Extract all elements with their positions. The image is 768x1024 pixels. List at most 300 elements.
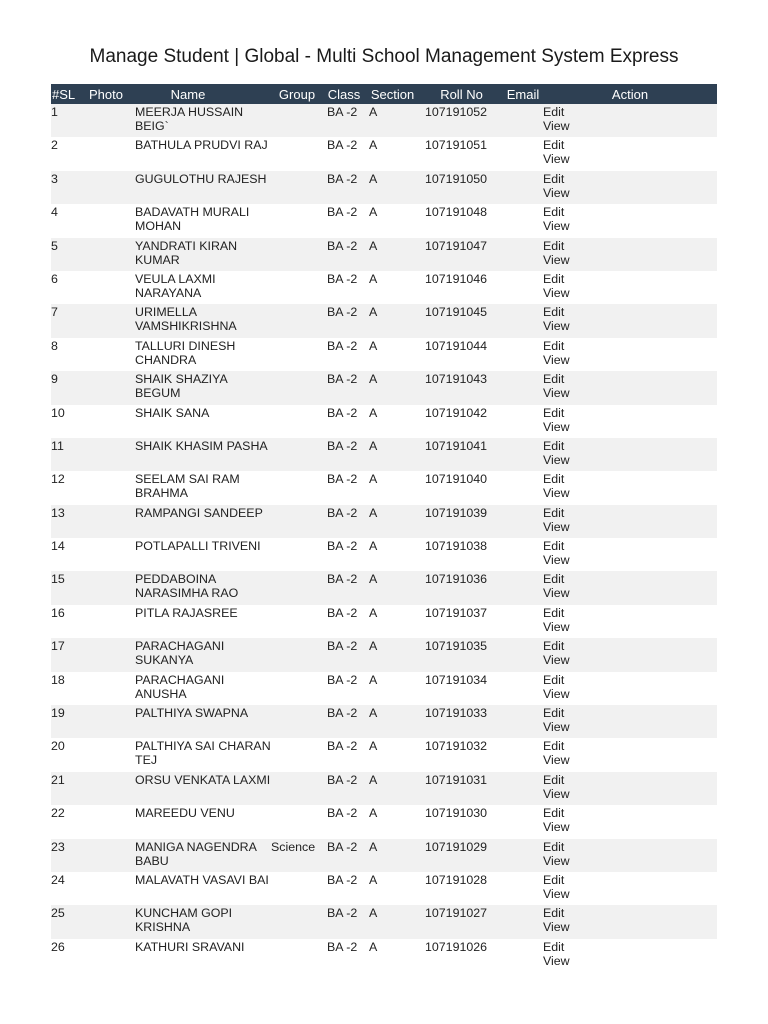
row-name: SEELAM SAI RAM BRAHMA [135,472,240,501]
row-class: BA -2 [327,372,358,387]
view-link[interactable]: View [543,252,570,267]
row-group [271,772,323,805]
row-email [503,405,543,438]
row-sl: 4 [51,205,58,220]
table-row [51,338,717,371]
row-sl: 1 [51,105,58,119]
row-action [543,338,717,371]
row-action [543,571,717,604]
row-name: PEDDABOINA NARASIMHA RAO [135,572,239,601]
row-action [543,872,717,905]
row-sl: 18 [51,672,65,687]
view-link[interactable]: View [543,753,570,768]
row-group [271,905,323,938]
header-name: Name [170,86,206,102]
row-sl: 6 [51,271,58,286]
row-section: A [369,706,378,721]
table-row [51,271,717,304]
table-row [51,238,717,271]
table-row [51,204,717,237]
row-email [503,705,543,738]
table-row [51,438,717,471]
row-roll-no: 107191039 [425,505,488,520]
row-roll-no: 107191045 [425,305,488,320]
edit-link[interactable]: Edit [543,472,565,487]
view-link[interactable]: View [543,152,570,167]
edit-link[interactable]: Edit [543,505,565,520]
row-sl: 15 [51,572,65,587]
row-group [271,571,323,604]
table-row [51,104,717,137]
row-name: RAMPANGI SANDEEP [135,505,263,520]
row-class: BA -2 [327,872,358,887]
row-roll-no: 107191050 [425,171,488,186]
view-link[interactable]: View [543,452,570,467]
edit-link[interactable]: Edit [543,906,565,921]
row-action [543,204,717,237]
row-name: VEULA LAXMI NARAYANA [135,271,216,300]
view-link[interactable]: View [543,720,570,735]
table-row [51,605,717,638]
row-photo [87,571,135,604]
row-photo [87,204,135,237]
row-class: BA -2 [327,405,358,420]
edit-link[interactable]: Edit [543,438,565,453]
row-action [543,271,717,304]
row-roll-no: 107191051 [425,138,488,153]
row-class: BA -2 [327,572,358,587]
header-section: Section [370,86,415,102]
row-roll-no: 107191048 [425,205,488,220]
edit-link[interactable]: Edit [543,238,565,253]
row-name: MANIGA NAGENDRA BABU [135,839,257,868]
row-sl: 7 [51,305,58,320]
row-email [503,104,543,137]
row-roll-no: 107191038 [425,539,488,554]
row-group [271,304,323,337]
table-row [51,137,717,170]
edit-link[interactable]: Edit [543,939,565,954]
table-row [51,304,717,337]
row-email [503,805,543,838]
row-action [543,505,717,538]
row-name: MALAVATH VASAVI BAI [135,872,269,887]
table-row [51,772,717,805]
row-photo [87,338,135,371]
table-row [51,672,717,705]
row-photo [87,505,135,538]
edit-link[interactable]: Edit [543,405,565,420]
row-section: A [369,906,378,921]
row-sl: 11 [51,438,64,453]
row-group [271,238,323,271]
row-action [543,405,717,438]
table-row [51,638,717,671]
row-roll-no: 107191043 [425,372,488,387]
row-class: BA -2 [327,605,358,620]
view-link[interactable]: View [543,853,570,868]
row-section: A [369,839,378,854]
row-roll-no: 107191041 [425,438,488,453]
row-email [503,672,543,705]
view-link[interactable]: View [543,119,570,133]
row-name: URIMELLA VAMSHIKRISHNA [135,305,237,334]
row-group [271,705,323,738]
view-link[interactable]: View [543,786,570,801]
row-sl: 12 [51,472,65,487]
row-sl: 20 [51,739,65,754]
row-class: BA -2 [327,338,358,353]
row-photo [87,772,135,805]
row-photo [87,939,135,972]
view-link[interactable]: View [543,185,570,200]
row-class: BA -2 [327,539,358,554]
row-section: A [369,505,378,520]
row-name: POTLAPALLI TRIVENI [135,539,261,554]
page-title: Manage Student | Global - Multi School Management System Express [89,46,679,67]
row-email [503,338,543,371]
edit-link[interactable]: Edit [543,305,565,320]
row-roll-no: 107191033 [425,706,488,721]
row-section: A [369,739,378,754]
row-email [503,204,543,237]
row-group [271,271,323,304]
row-name: BADAVATH MURALI MOHAN [135,205,250,234]
row-class: BA -2 [327,672,358,687]
view-link[interactable]: View [543,953,570,968]
row-email [503,872,543,905]
row-group [271,672,323,705]
row-photo [87,839,135,872]
row-photo [87,738,135,771]
edit-link[interactable]: Edit [543,105,565,119]
row-class: BA -2 [327,138,358,153]
row-name: PARACHAGANI ANUSHA [135,672,225,701]
row-photo [87,471,135,504]
row-group [271,738,323,771]
row-photo [87,705,135,738]
edit-link[interactable]: Edit [543,839,565,854]
header-group: Group [278,86,316,102]
row-name: MAREEDU VENU [135,806,235,821]
row-action [543,638,717,671]
row-section: A [369,372,378,387]
row-action [543,238,717,271]
table-row [51,571,717,604]
row-name: PALTHIYA SAI CHARAN TEJ [135,739,271,768]
row-photo [87,371,135,404]
row-name: MEERJA HUSSAIN BEIG` [135,105,244,133]
view-link[interactable]: View [543,820,570,835]
row-sl: 2 [51,138,58,153]
row-section: A [369,806,378,821]
row-group [271,171,323,204]
row-roll-no: 107191044 [425,338,488,353]
row-photo [87,872,135,905]
row-action [543,471,717,504]
table-row [51,471,717,504]
row-group [271,538,323,571]
row-action [543,304,717,337]
row-name: BATHULA PRUDVI RAJ [135,138,268,153]
header-email: Email [506,86,540,102]
row-roll-no: 107191047 [425,238,488,253]
row-class: BA -2 [327,472,358,487]
view-link[interactable]: View [543,653,570,668]
row-sl: 22 [51,806,65,821]
table-row [51,538,717,571]
row-group [271,371,323,404]
row-email [503,571,543,604]
row-roll-no: 107191031 [425,772,488,787]
table-row [51,505,717,538]
row-group [271,872,323,905]
row-group [271,104,323,137]
table-row [51,839,717,872]
view-link[interactable]: View [543,285,570,300]
row-sl: 23 [51,839,65,854]
row-class: BA -2 [327,906,358,921]
row-roll-no: 107191042 [425,405,488,420]
edit-link[interactable]: Edit [543,138,565,153]
row-email [503,471,543,504]
row-class: BA -2 [327,205,358,220]
row-sl: 14 [51,539,65,554]
row-section: A [369,405,378,420]
row-group [271,605,323,638]
table-row [51,905,717,938]
row-roll-no: 107191040 [425,472,488,487]
row-sl: 24 [51,872,65,887]
table-row [51,705,717,738]
row-photo [87,905,135,938]
row-email [503,538,543,571]
row-name: TALLURI DINESH CHANDRA [135,338,236,367]
header-action: Action [611,86,649,102]
row-section: A [369,939,378,954]
row-photo [87,405,135,438]
row-email [503,772,543,805]
row-roll-no: 107191029 [425,839,488,854]
row-action [543,371,717,404]
view-link[interactable]: View [543,486,570,501]
view-link[interactable]: View [543,386,570,401]
header-roll-no: Roll No [440,86,483,102]
row-section: A [369,105,378,119]
row-name: GUGULOTHU RAJESH [135,171,267,186]
row-photo [87,538,135,571]
row-roll-no: 107191028 [425,872,488,887]
edit-link[interactable]: Edit [543,539,565,554]
row-roll-no: 107191035 [425,639,488,654]
row-group [271,805,323,838]
row-group [271,204,323,237]
edit-link[interactable]: Edit [543,338,565,353]
row-photo [87,638,135,671]
row-action [543,672,717,705]
row-photo [87,304,135,337]
row-action [543,705,717,738]
view-link[interactable]: View [543,519,570,534]
row-class: BA -2 [327,505,358,520]
row-section: A [369,271,378,286]
row-name: SHAIK SHAZIYA BEGUM [135,372,228,401]
edit-link[interactable]: Edit [543,605,565,620]
row-roll-no: 107191027 [425,906,488,921]
edit-link[interactable]: Edit [543,171,565,186]
row-class: BA -2 [327,271,358,286]
header-class: Class [327,86,361,102]
row-email [503,371,543,404]
row-name: SHAIK KHASIM PASHA [135,438,268,453]
row-section: A [369,238,378,253]
row-section: A [369,672,378,687]
row-class: BA -2 [327,305,358,320]
table-row [51,171,717,204]
row-email [503,638,543,671]
table-row [51,939,717,972]
row-group [271,338,323,371]
row-photo [87,438,135,471]
view-link[interactable]: View [543,920,570,935]
row-sl: 26 [51,939,65,954]
view-link[interactable]: View [543,586,570,601]
row-class: BA -2 [327,105,358,119]
view-link[interactable]: View [543,553,570,568]
row-section: A [369,772,378,787]
edit-link[interactable]: Edit [543,271,565,286]
row-photo [87,605,135,638]
row-sl: 3 [51,171,58,186]
edit-link[interactable]: Edit [543,772,565,787]
row-name: KUNCHAM GOPI KRISHNA [135,906,233,935]
row-action [543,805,717,838]
row-group [271,438,323,471]
view-link[interactable]: View [543,686,570,701]
row-name: PALTHIYA SWAPNA [135,706,249,721]
row-class: BA -2 [327,739,358,754]
row-roll-no: 107191026 [425,939,488,954]
row-sl: 16 [51,605,65,620]
view-link[interactable]: View [543,352,570,367]
row-group: Science [271,839,316,854]
row-name: SHAIK SANA [135,405,210,420]
row-section: A [369,539,378,554]
row-email [503,438,543,471]
row-photo [87,672,135,705]
row-action [543,905,717,938]
edit-link[interactable]: Edit [543,372,565,387]
row-photo [87,104,135,137]
row-photo [87,238,135,271]
row-email [503,304,543,337]
row-photo [87,171,135,204]
row-group [271,405,323,438]
row-action [543,104,717,137]
view-link[interactable]: View [543,319,570,334]
row-name: ORSU VENKATA LAXMI [135,772,271,787]
row-roll-no: 107191046 [425,271,488,286]
row-section: A [369,205,378,220]
row-action [543,839,717,872]
view-link[interactable]: View [543,219,570,234]
row-class: BA -2 [327,639,358,654]
row-email [503,939,543,972]
row-sl: 10 [51,405,65,420]
row-email [503,271,543,304]
row-roll-no: 107191037 [425,605,488,620]
row-sl: 5 [51,238,58,253]
row-section: A [369,338,378,353]
row-sl: 21 [51,772,65,787]
edit-link[interactable]: Edit [543,806,565,821]
row-class: BA -2 [327,706,358,721]
row-group [271,471,323,504]
row-email [503,839,543,872]
edit-link[interactable]: Edit [543,739,565,754]
row-action [543,738,717,771]
row-email [503,137,543,170]
row-email [503,738,543,771]
row-roll-no: 107191034 [425,672,488,687]
view-link[interactable]: View [543,419,570,434]
row-section: A [369,438,378,453]
row-sl: 8 [51,338,58,353]
header-photo: Photo [89,86,123,102]
row-name: KATHURI SRAVANI [135,939,245,954]
row-photo [87,271,135,304]
row-sl: 17 [51,639,65,654]
row-class: BA -2 [327,772,358,787]
edit-link[interactable]: Edit [543,205,565,220]
row-class: BA -2 [327,238,358,253]
row-class: BA -2 [327,839,358,854]
row-roll-no: 107191032 [425,739,488,754]
view-link[interactable]: View [543,619,570,634]
table-row [51,371,717,404]
row-sl: 19 [51,706,65,721]
table-row [51,805,717,838]
row-group [271,939,323,972]
row-section: A [369,472,378,487]
row-section: A [369,639,378,654]
edit-link[interactable]: Edit [543,672,565,687]
row-action [543,772,717,805]
row-action [543,939,717,972]
row-sl: 13 [51,505,65,520]
view-link[interactable]: View [543,886,570,901]
row-group [271,505,323,538]
edit-link[interactable]: Edit [543,872,565,887]
edit-link[interactable]: Edit [543,706,565,721]
row-class: BA -2 [327,939,358,954]
row-class: BA -2 [327,806,358,821]
edit-link[interactable]: Edit [543,572,565,587]
row-photo [87,137,135,170]
row-group [271,638,323,671]
row-roll-no: 107191052 [425,105,488,119]
row-action [543,605,717,638]
row-email [503,905,543,938]
table-row [51,405,717,438]
row-sl: 25 [51,906,65,921]
table-header-row [51,84,717,104]
edit-link[interactable]: Edit [543,639,565,654]
row-class: BA -2 [327,438,358,453]
row-name: PITLA RAJASREE [135,605,238,620]
header-sl: #SL [52,86,76,102]
row-name: YANDRATI KIRAN KUMAR [135,238,238,267]
